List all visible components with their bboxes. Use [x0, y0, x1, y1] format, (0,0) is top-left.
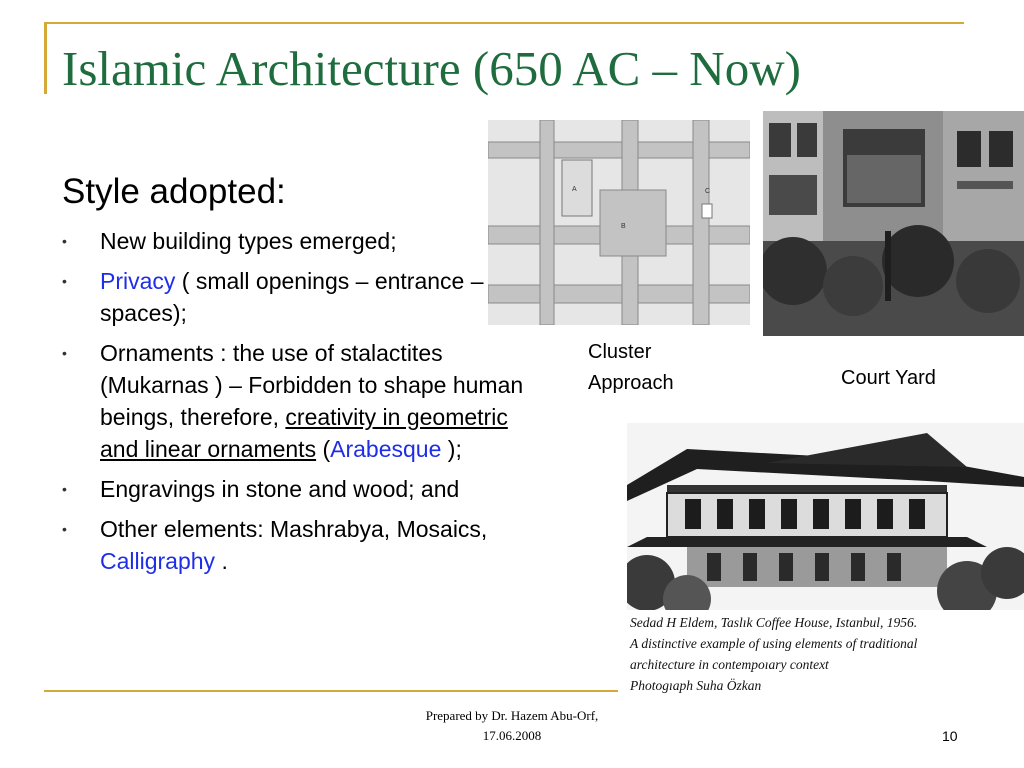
top-rule: [44, 22, 964, 24]
bullet-icon: •: [62, 481, 67, 497]
bullet-icon: •: [62, 273, 67, 289]
privacy-link[interactable]: Privacy: [100, 268, 176, 294]
slide-title: Islamic Architecture (650 AC – Now): [62, 41, 801, 96]
list-item: • Engravings in stone and wood; and: [62, 473, 532, 505]
plan-label-a: A: [572, 186, 577, 193]
coffee-house-photo: [627, 423, 1024, 610]
section-heading: Style adopted:: [62, 172, 286, 211]
page-number: 10: [942, 728, 958, 744]
cluster-approach-caption: Cluster Approach: [588, 341, 674, 394]
list-item: • Other elements: Mashrabya, Mosaics, Calligraphy .: [62, 513, 532, 577]
title-accent-bar: [44, 22, 47, 94]
underlined-text: creativity in geometric and linear ornaments: [100, 404, 508, 462]
plan-label-b: B: [621, 223, 626, 230]
courtyard-photo: [763, 111, 1024, 336]
arabesque-link[interactable]: Arabesque: [330, 436, 442, 462]
footer-credit: Prepared by Dr. Hazem Abu-Orf, 17.06.2008: [425, 708, 599, 743]
plan-label-c: C: [705, 188, 711, 195]
bullet-list: [62, 225, 532, 585]
cluster-plan-image: [488, 120, 750, 325]
bullet-icon: •: [62, 233, 67, 249]
bottom-rule: [44, 690, 618, 692]
coffee-house-drawing: [627, 423, 1024, 610]
cluster-plan-drawing: [488, 120, 750, 325]
bullet-icon: •: [62, 521, 67, 537]
bullet-icon: •: [62, 345, 67, 361]
list-item: • Privacy ( small openings – entrance – spaces);: [62, 265, 532, 329]
list-item: • Ornaments : the use of stalactites (Mukarnas ) – Forbidden to shape human beings, therefore, creativity in geometric and linear ornaments (Arabesque );: [62, 337, 532, 465]
courtyard-photo-drawing: [763, 111, 1024, 336]
list-item: • New building types emerged;: [62, 225, 532, 257]
calligraphy-link[interactable]: Calligraphy: [100, 548, 216, 574]
court-yard-caption: Court Yard: [841, 367, 936, 389]
photo-caption: Sedad H Eldem, Taslık Coffee House, Istanbul, 1956. A distinctive example of using elements of traditional architecture in contempoıary context Photogıaph Suha Özkan: [630, 615, 918, 693]
